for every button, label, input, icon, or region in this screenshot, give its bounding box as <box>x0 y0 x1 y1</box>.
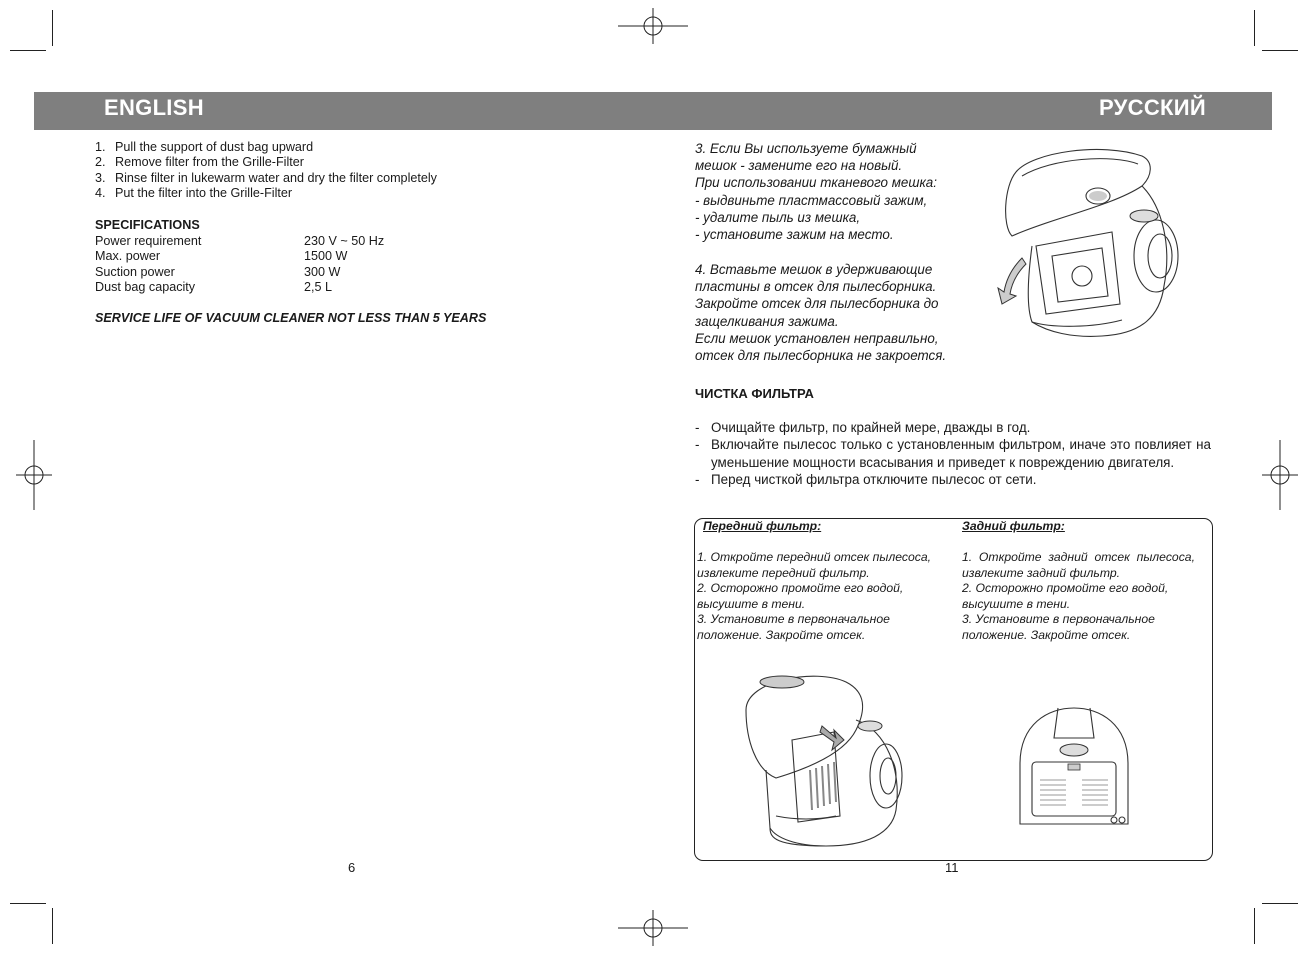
list-item: 2. Remove filter from the Grille-Filter <box>95 155 304 170</box>
crop-mark <box>1262 903 1298 904</box>
page-number-right: 11 <box>945 860 959 875</box>
crop-mark <box>10 50 46 51</box>
dust-bag-paragraph-3: 3. Если Вы используете бумажный мешок - замените его на новый. При использовании тканевого мешка: - выдвиньте пластмассовый зажим, - удалите пыль из мешка, - установите зажим на место. <box>695 141 937 243</box>
list-item: 3. Rinse filter in lukewarm water and dry the filter completely <box>95 170 437 185</box>
specifications-heading: SPECIFICATIONS <box>95 218 200 232</box>
specifications-table <box>95 234 384 296</box>
list-item: - Перед чисткой фильтра отключите пылесос от сети. <box>695 471 1037 487</box>
table-row: Max. power 1500 W <box>95 249 348 264</box>
dust-bag-paragraph-4: 4. Вставьте мешок в удерживающие пластины в отсек для пылесборника. Закройте отсек для пылесборника до защелкивания зажима. Если мешок установлен неправильно, отсек для пылесборника не закроется. <box>695 262 947 364</box>
rear-filter-illustration <box>1014 704 1134 830</box>
service-life-note: SERVICE LIFE OF VACUUM CLEANER NOT LESS THAN 5 YEARS <box>95 311 487 325</box>
front-filter-title: Передний фильтр: <box>703 519 822 533</box>
list-item: 1. Pull the support of dust bag upward <box>95 140 314 154</box>
cleaning-steps-list <box>95 140 437 202</box>
table-row: Power requirement 230 V ~ 50 Hz <box>95 234 385 248</box>
table-row: Suction power 300 W <box>95 264 341 279</box>
rear-filter-title: Задний фильтр: <box>962 519 1065 533</box>
vacuum-dust-bag-illustration <box>992 136 1192 344</box>
language-header-bar <box>34 92 1272 130</box>
registration-mark-icon <box>618 910 688 946</box>
filter-cleaning-heading: ЧИСТКА ФИЛЬТРА <box>695 386 814 401</box>
front-filter-illustration <box>736 670 908 850</box>
page-number-left: 6 <box>348 860 356 875</box>
crop-mark <box>1254 908 1255 944</box>
front-filter-column: Передний фильтр: 1. Откройте передний отсек пылесоса, извлеките передний фильтр. 2. Осторожно промойте его водой, высушите в тени. 3. Установите в первоначальное положение. Закройте отсек. <box>697 519 947 643</box>
header-english: ENGLISH <box>104 95 204 120</box>
header-russian: РУССКИЙ <box>1099 95 1206 120</box>
rear-filter-column: Задний фильтр: 1. Откройте задний отсек пылесоса, извлеките задний фильтр. 2. Осторожно промойте его водой, высушите в тени. 3. Установите в первоначальное положение. Закройте отсек. <box>962 519 1210 643</box>
registration-mark-icon <box>16 440 52 510</box>
list-item: 4. Put the filter into the Grille-Filter <box>95 186 293 201</box>
crop-mark <box>52 908 53 944</box>
registration-mark-icon <box>1262 440 1298 510</box>
table-row: Dust bag capacity 2,5 L <box>95 280 333 295</box>
filter-cleaning-list <box>695 419 1211 488</box>
crop-mark <box>1254 10 1255 46</box>
list-item: - Включайте пылесос только с установленным фильтром, иначе это повлияет на уменьшение мощности всасывания и приведет к повреждению двигателя. <box>695 437 1211 470</box>
list-item: - Очищайте фильтр, по крайней мере, дважды в год. <box>695 420 1031 435</box>
crop-mark <box>10 903 46 904</box>
crop-mark <box>52 10 53 46</box>
registration-mark-icon <box>618 8 688 44</box>
crop-mark <box>1262 50 1298 51</box>
